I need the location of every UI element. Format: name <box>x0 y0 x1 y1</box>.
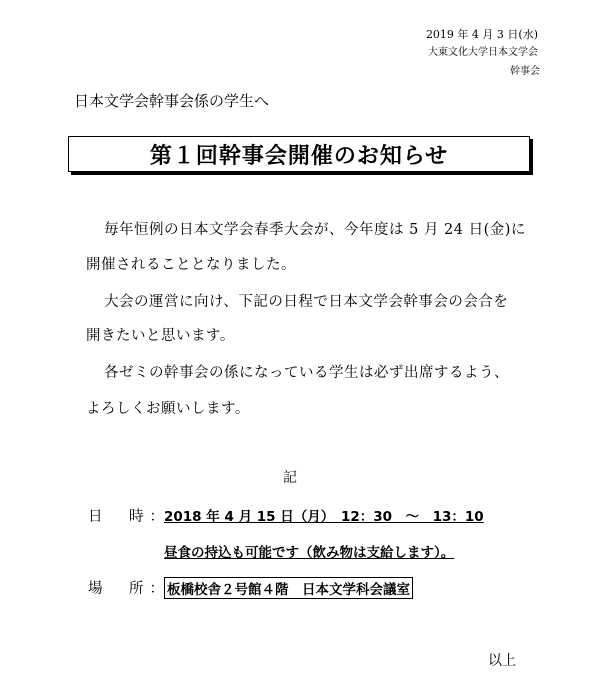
body-line: 毎年恒例の日本文学会春季大会が、今年度は 5 月 24 日(金)に <box>104 222 526 238</box>
document-date: 2019 年 4 月 3 日(水) <box>425 28 538 41</box>
closing-mark: 以上 <box>488 653 516 669</box>
body-line: 開きたいと思います。 <box>86 328 235 344</box>
lunch-note: 昼食の持込も可能です（飲み物は支給します）。 <box>164 545 455 561</box>
meeting-place: 板橋校舎２号館４階 日本文学科会議室 <box>164 577 413 599</box>
sender-office: 幹事会 <box>510 66 540 77</box>
meeting-datetime: 2018 年 4 月 15 日（月） 12：30 ～ 13：10 <box>164 509 484 525</box>
sender-organization: 大東文化大学日本文学会 <box>428 47 538 58</box>
addressee: 日本文学会幹事会係の学生へ <box>74 92 270 110</box>
body-line: 各ゼミの幹事会の係になっている学生は必ず出席するよう、 <box>104 365 509 381</box>
title-box <box>68 136 530 172</box>
document-title: 第１回幹事会開催のお知らせ <box>149 143 449 169</box>
body-line: よろしくお願いします。 <box>86 401 250 417</box>
place-label: 場 所： <box>88 581 170 597</box>
body-line: 大会の運営に向け、下記の日程で日本文学会幹事会の会合を <box>104 294 509 310</box>
body-line: 開催されることとなりました。 <box>86 257 296 273</box>
date-label: 日 時： <box>88 509 170 525</box>
ki-heading: 記 <box>283 470 297 486</box>
